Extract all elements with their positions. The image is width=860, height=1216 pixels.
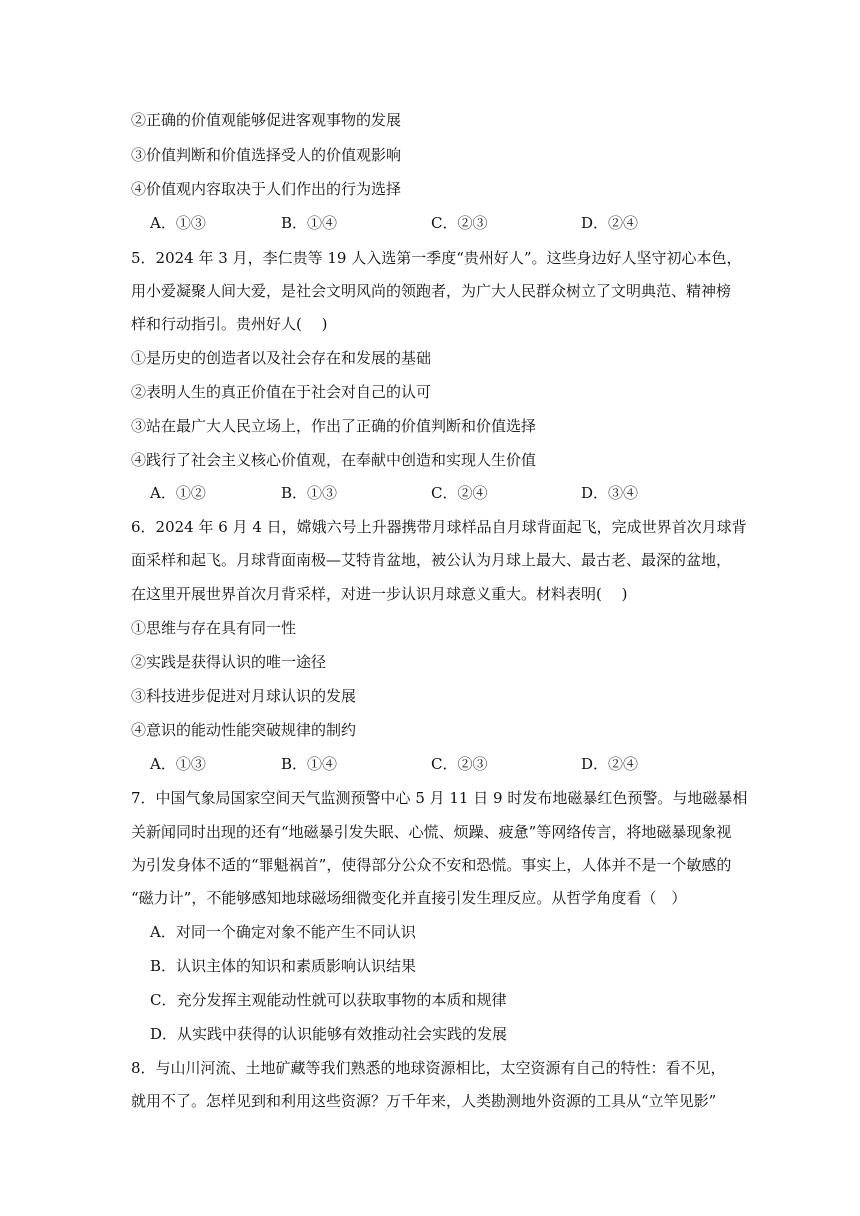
q6-option-a: A．①③ [150, 755, 206, 773]
q6-stem-line-2: 面采样和起飞。月球背面南极—艾特肯盆地，被公认为月球上最大、最古老、最深的盆地， [131, 551, 732, 569]
q5-stem-line-2: 用小爱凝聚人间大爱，是社会文明风尚的领跑者，为广大人民群众树立了文明典范、精神榜 [131, 282, 732, 300]
q5-option-d: D．③④ [581, 484, 639, 502]
q8-stem-line-1: 8．与山川河流、土地矿藏等我们熟悉的地球资源相比，太空资源有自己的特性：看不见， [131, 1059, 726, 1077]
q7-stem-line-3: 为引发身体不适的“罪魁祸首”，使得部分公众不安和恐慌。事实上，人体并不是一个敏感的 [131, 856, 732, 874]
q7-option-b: B．认识主体的知识和素质影响认识结果 [150, 957, 417, 975]
q6-statement-2: ②实践是获得认识的唯一途径 [131, 653, 327, 671]
q6-option-b: B．①④ [281, 755, 338, 773]
q5-statement-4: ④践行了社会主义核心价值观，在奉献中创造和实现人生价值 [131, 451, 537, 469]
q6-stem-line-3: 在这里开展世界首次月背采样，对进一步认识月球意义重大。材料表明( ) [131, 585, 628, 603]
q4-statement-4: ④价值观内容取决于人们作出的行为选择 [131, 180, 402, 198]
q4-options [150, 213, 770, 233]
q7-stem-line-4: “磁力计”，不能够感知地球磁场细微变化并直接引发生理反应。从哲学角度看（ ） [131, 889, 687, 907]
q7-option-c: C．充分发挥主观能动性就可以获取事物的本质和规律 [150, 991, 507, 1009]
q6-statement-1: ①思维与存在具有同一性 [131, 619, 297, 637]
q7-option-a: A．对同一个确定对象不能产生不同认识 [150, 923, 416, 941]
q5-stem-line-3: 样和行动指引。贵州好人( ) [131, 315, 328, 333]
q4-option-d: D．②④ [581, 214, 639, 232]
q5-option-a: A．①② [150, 484, 206, 502]
q7-stem-line-2: 关新闻同时出现的还有“地磁暴引发失眠、心慌、烦躁、疲惫”等网络传言，将地磁暴现象视 [131, 823, 732, 841]
q4-statement-2: ②正确的价值观能够促进客观事物的发展 [131, 111, 402, 129]
q4-option-a: A．①③ [150, 214, 206, 232]
q5-option-c: C．②④ [431, 484, 488, 502]
q7-option-d: D．从实践中获得的认识能够有效推动社会实践的发展 [150, 1025, 508, 1043]
q6-statement-4: ④意识的能动性能突破规律的制约 [131, 721, 357, 739]
q6-option-d: D．②④ [581, 755, 639, 773]
q6-options [150, 754, 770, 774]
q5-options [150, 483, 770, 503]
q5-stem-line-1: 5．2024 年 3 月，李仁贵等 19 人入选第一季度“贵州好人”。这些身边好人坚守初心本色， [131, 249, 742, 267]
q5-option-b: B．①③ [281, 484, 338, 502]
q4-option-b: B．①④ [281, 214, 338, 232]
q5-statement-2: ②表明人生的真正价值在于社会对自己的认可 [131, 383, 432, 401]
q7-stem-line-1: 7．中国气象局国家空间天气监测预警中心 5 月 11 日 9 时发布地磁暴红色预警。与地磁暴相 [131, 789, 748, 807]
q5-statement-3: ③站在最广大人民立场上，作出了正确的价值判断和价值选择 [131, 417, 537, 435]
q4-option-c: C．②③ [431, 214, 488, 232]
q4-statement-3: ③价值判断和价值选择受人的价值观影响 [131, 146, 402, 164]
q6-option-c: C．②③ [431, 755, 488, 773]
q8-stem-line-2: 就用不了。怎样见到和利用这些资源？万千年来，人类勘测地外资源的工具从“立竿见影” [131, 1092, 717, 1110]
q6-statement-3: ③科技进步促进对月球认识的发展 [131, 687, 357, 705]
q5-statement-1: ①是历史的创造者以及社会存在和发展的基础 [131, 349, 432, 367]
q6-stem-line-1: 6．2024 年 6 月 4 日，嫦娥六号上升器携带月球样品自月球背面起飞，完成世界首次月球背 [131, 518, 747, 536]
